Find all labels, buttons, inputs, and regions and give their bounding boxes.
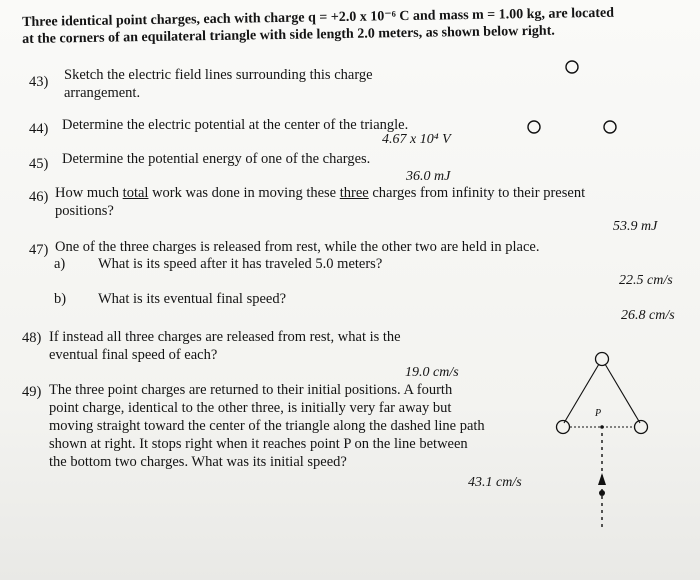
- question-44-answer: 4.67 x 10⁴ V: [382, 132, 451, 147]
- bottom-left-charge-circle: [528, 121, 540, 133]
- right-edge-line: [605, 364, 640, 423]
- q46-mid: work was done in moving these: [148, 185, 340, 201]
- question-47b-text: What is its eventual final speed?: [98, 291, 287, 307]
- question-46-number: 46): [29, 189, 49, 205]
- question-47b-label: b): [54, 291, 67, 307]
- question-49-line-2: point charge, identical to the other three, is initially very far away but: [49, 400, 452, 416]
- top-charge-circle: [566, 61, 578, 73]
- question-49-line-3: moving straight toward the center of the triangle along the dashed line path: [49, 418, 485, 434]
- question-46-line-2: positions?: [55, 203, 114, 219]
- question-49-line-1: The three point charges are returned to their initial positions. A fourth: [49, 382, 453, 398]
- question-47a-text: What is its speed after it has traveled 5.0 meters?: [98, 256, 383, 272]
- question-45-text: Determine the potential energy of one of the charges.: [62, 151, 371, 167]
- point-p-dot: [600, 425, 604, 429]
- question-43-number: 43): [29, 74, 49, 90]
- question-49-number: 49): [22, 384, 42, 400]
- left-edge-line: [564, 364, 602, 423]
- intro-line-2: at the corners of an equilateral triangle with side length 2.0 meters, as shown below right.: [22, 23, 555, 47]
- question-47b-answer: 26.8 cm/s: [621, 308, 675, 323]
- question-48-line-2: eventual final speed of each?: [49, 347, 218, 363]
- question-47-text: One of the three charges is released from rest, while the other two are held in place.: [55, 239, 540, 255]
- question-45-number: 45): [29, 156, 49, 172]
- question-49-line-4: shown at right. It stops right when it reaches point P on the line between: [49, 436, 468, 452]
- question-47a-label: a): [54, 256, 66, 272]
- q46-underline-three: three: [339, 185, 369, 201]
- question-43-line-2: arrangement.: [64, 85, 141, 101]
- question-46-line-1: [55, 184, 585, 202]
- bottom-right-charge-circle: [604, 121, 616, 133]
- question-47-number: 47): [29, 242, 49, 258]
- approach-path-figure: [540, 345, 680, 535]
- question-48-line-1: If instead all three charges are released from rest, what is the: [49, 329, 401, 345]
- question-48-number: 48): [22, 330, 42, 346]
- point-p-label: P: [595, 408, 602, 419]
- question-45-answer: 36.0 mJ: [406, 169, 451, 184]
- question-46-answer: 53.9 mJ: [613, 219, 658, 234]
- intro-line-1: Three identical point charges, each with charge q = +2.0 x 10⁻⁶ C and mass m = 1.00 kg, are located: [22, 5, 615, 30]
- approaching-charge-dot: [599, 490, 605, 496]
- q46-underline-total: total: [122, 185, 149, 201]
- q46-pre: How much: [55, 185, 123, 201]
- bottom-right-charge-circle: [635, 421, 648, 434]
- bottom-left-charge-circle: [557, 421, 570, 434]
- question-44-text: Determine the electric potential at the center of the triangle.: [62, 117, 409, 133]
- q46-post: charges from infinity to their present: [368, 185, 586, 201]
- question-44-number: 44): [29, 121, 49, 137]
- question-48-answer: 19.0 cm/s: [405, 365, 459, 380]
- question-47a-answer: 22.5 cm/s: [619, 273, 673, 288]
- question-49-line-5: the bottom two charges. What was its initial speed?: [49, 454, 347, 470]
- question-43-line-1: Sketch the electric field lines surrounding this charge: [64, 67, 373, 83]
- approach-direction-arrow: [598, 473, 606, 485]
- question-49-answer: 43.1 cm/s: [468, 475, 522, 490]
- charge-triangle-figure: [420, 50, 620, 140]
- top-charge-circle: [596, 353, 609, 366]
